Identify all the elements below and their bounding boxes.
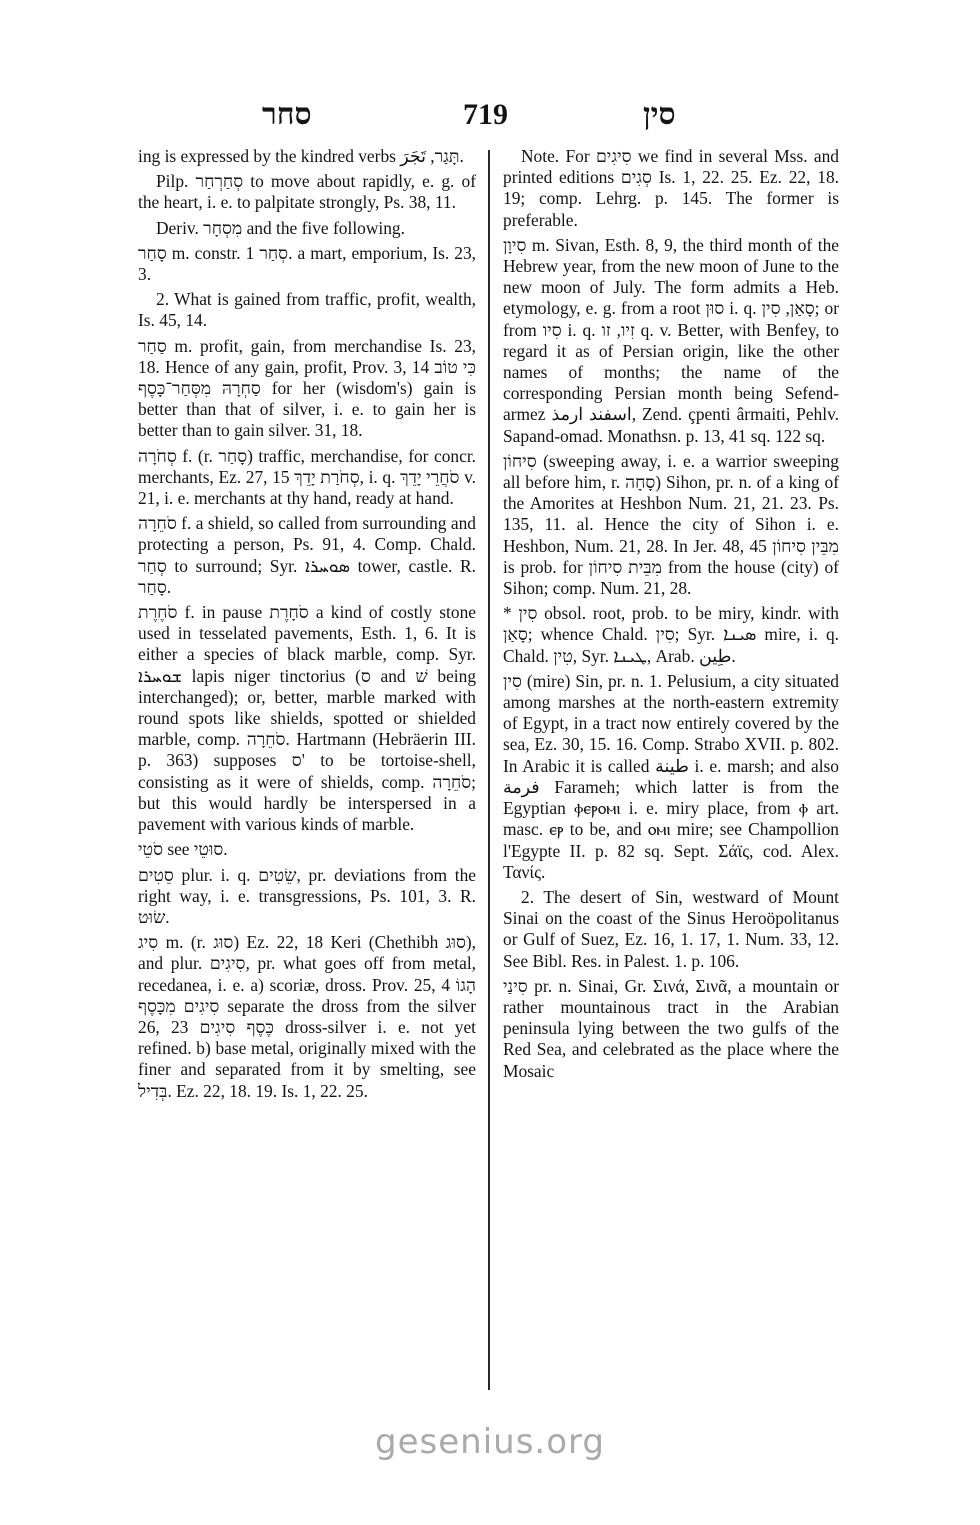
page-header [0, 98, 980, 144]
entry-paragraph: 2. What is gained from traffic, profit, wealth, Is. 45, 14. [138, 289, 476, 331]
entry-paragraph: סֹחֵרָה f. a shield, so called from surrounding and protecting a person, Ps. 91, 4. Comp. Chald. סְחַר to surround; Syr. ܣܘܚܪܐ tower, castle. R. סָחַר. [138, 513, 476, 597]
entry-paragraph: סָחַר m. constr. סְחַר 1. a mart, emporium, Is. 23, 3. [138, 242, 477, 285]
entry-paragraph: סֵטִים plur. i. q. שֵׂטִים, pr. deviations from the right way, i. e. transgressions, Ps. 101, 3. R. שׂוּט. [138, 864, 476, 927]
entry-paragraph: Note. For סִיגִים we find in several Mss. and printed editions סְגִים Is. 1, 22. 25. Ez. 22, 18. 19; comp. Lehrg. p. 145. The former is preferable. [503, 146, 839, 230]
site-watermark: gesenius.org [375, 1422, 605, 1462]
left-column [138, 146, 476, 1106]
entry-paragraph: Deriv. מִסְחָר and the five following. [156, 217, 405, 238]
entry-paragraph: Pilp. סְחַרְחַר to move about rapidly, e. g. of the heart, i. e. to palpitate strongly, Ps. 38, 11. [138, 171, 476, 213]
column-divider [488, 150, 490, 1390]
entry-paragraph: סַחַר m. profit, gain, from merchandise Is. 23, 18. Hence of any gain, profit, Prov. 3, 14 כִּי טוֹב סַחְרָהּ מִסְּחַר־כָּסֶף for her (wisdom's) gain is better than that of silver, i. e. to gain her is better than to gain silver. 31, 18. [138, 335, 476, 441]
entry-paragraph: סִיחוֹן (sweeping away, i. e. a warrior sweeping all before him, r. סָחָה) Sihon, pr. n. of a king of the Amorites at Heshbon Num. 21, 21. 23. Ps. 135, 11. al. Hence the city of Sihon i. e. Heshbon, Num. 21, 28. In Jer. 48, 45 מִבֵּין סִיחוֹן is prob. for מִבֵּית סִיחוֹן from the house (city) of Sihon; comp. Num. 21, 28. [503, 450, 839, 599]
running-head-right: סין [643, 98, 676, 131]
entry-paragraph: סִינַי pr. n. Sinai, Gr. Σινά, Σινᾶ, a mountain or rather mountainous tract in the Arabian peninsula lying between the two gulfs of the Red Sea, and celebrated as the place where the Mosaic [503, 975, 839, 1081]
entry-paragraph: ing is expressed by the kindred verbs תָּגַר, تَجَرَ. [138, 146, 464, 166]
entry-paragraph: סְחֹרָה f. (r. סָחַר) traffic, merchandise, for concr. merchants, Ez. 27, 15 סְחֹרַת יָדֵךְ, i. q. סֹחֲרֵי יָדֵךְ v. 21, i. e. merchants at thy hand, ready at hand. [138, 445, 476, 509]
running-head-left: סחר [262, 98, 312, 131]
entry-paragraph: סִיוָן m. Sivan, Esth. 8, 9, the third month of the Hebrew year, from the new moon of June to the new moon of July. The form admits a Heb. etymology, e. g. from a root סוּן i. q. סָאַן, סִין; or from סִיו i. q. זִיו, זו q. v. Better, with Benfey, to regard it as of Persian origin, like the other names of months; the name of the corresponding Persian month being Sefend-armez اسفند ارمذ, Zend. çpenti ârmaiti, Pehlv. Sapand-omad. Monathsn. p. 13, 41 sq. 122 sq. [503, 234, 840, 446]
page-number: 719 [463, 98, 508, 131]
entry-paragraph: סִין (mire) Sin, pr. n. 1. Pelusium, a city situated among marshes at the north-eastern extremity of Egypt, in a tract now entirely covered by the sea, Ez. 30, 15. 16. Comp. Strabo XVII. p. 802. In Arabic it is called طينة i. e. marsh; and also فرمة Farameh; which latter is from the Egyptian ⲫⲉⲣⲟⲙⲓ i. e. miry place, from ⲫ art. masc. ⲉⲣ to be, and ⲟⲙⲓ mire; see Champollion l'Egypte II. p. 82 sq. Sept. Σάϊς, cod. Alex. Τανίς. [503, 670, 839, 882]
right-column [503, 146, 839, 1086]
entry-paragraph: סֹטֵי see סוּטֵי. [138, 839, 228, 860]
entry-paragraph: * סִין obsol. root, prob. to be miry, kindr. with סָאַן; whence Chald. סִין; Syr. ܣܝܢܐ mire, i. q. Chald. טִין, Syr. ܛܝܢܐ, Arab. طِين. [503, 603, 839, 666]
entry-paragraph: 2. The desert of Sin, westward of Mount Sinai on the coast of the Sinus Heroöpolitanus or Gulf of Suez, Ez. 16, 1. 17, 1. Num. 33, 12. See Bibl. Res. in Palest. 1. p. 106. [503, 886, 839, 971]
entry-paragraph: סִיג m. (r. סוּג) Ez. 22, 18 Keri (Chethibh סוּג), and plur. סִיגִים, pr. what goes off from metal, recedanea, i. e. a) scoriæ, dross. Prov. 25, 4 הָגוֹ סִיגִים מִכָּסֶף separate the dross from the silver 26, 23 כֶּסֶף סִיגִים dross-silver i. e. not yet refined. b) base metal, originally mixed with the finer and separated from it by smelting, see בְּדִיל. Ez. 22, 18. 19. Is. 1, 22. 25. [138, 932, 476, 1101]
entry-paragraph: סֹחֶרֶת f. in pause סֹחָרֶת a kind of costly stone used in tesselated pavements, Esth. 1, 6. It is either a species of black marble, comp. Syr. ܫܘܚܪܐ lapis niger tinctorius (ס and שׁ being interchanged); or, better, marble marked with round spots like shields, spotted or shielded marble, comp. סֹחֵרָה. Hartmann (Hebräerin III. p. 363) supposes ס' to be tortoise-shell, consisting as it were of shields, comp. סֹחֵרָה; but this would hardly be interspersed in a pavement with various kinds of marble. [138, 602, 477, 835]
